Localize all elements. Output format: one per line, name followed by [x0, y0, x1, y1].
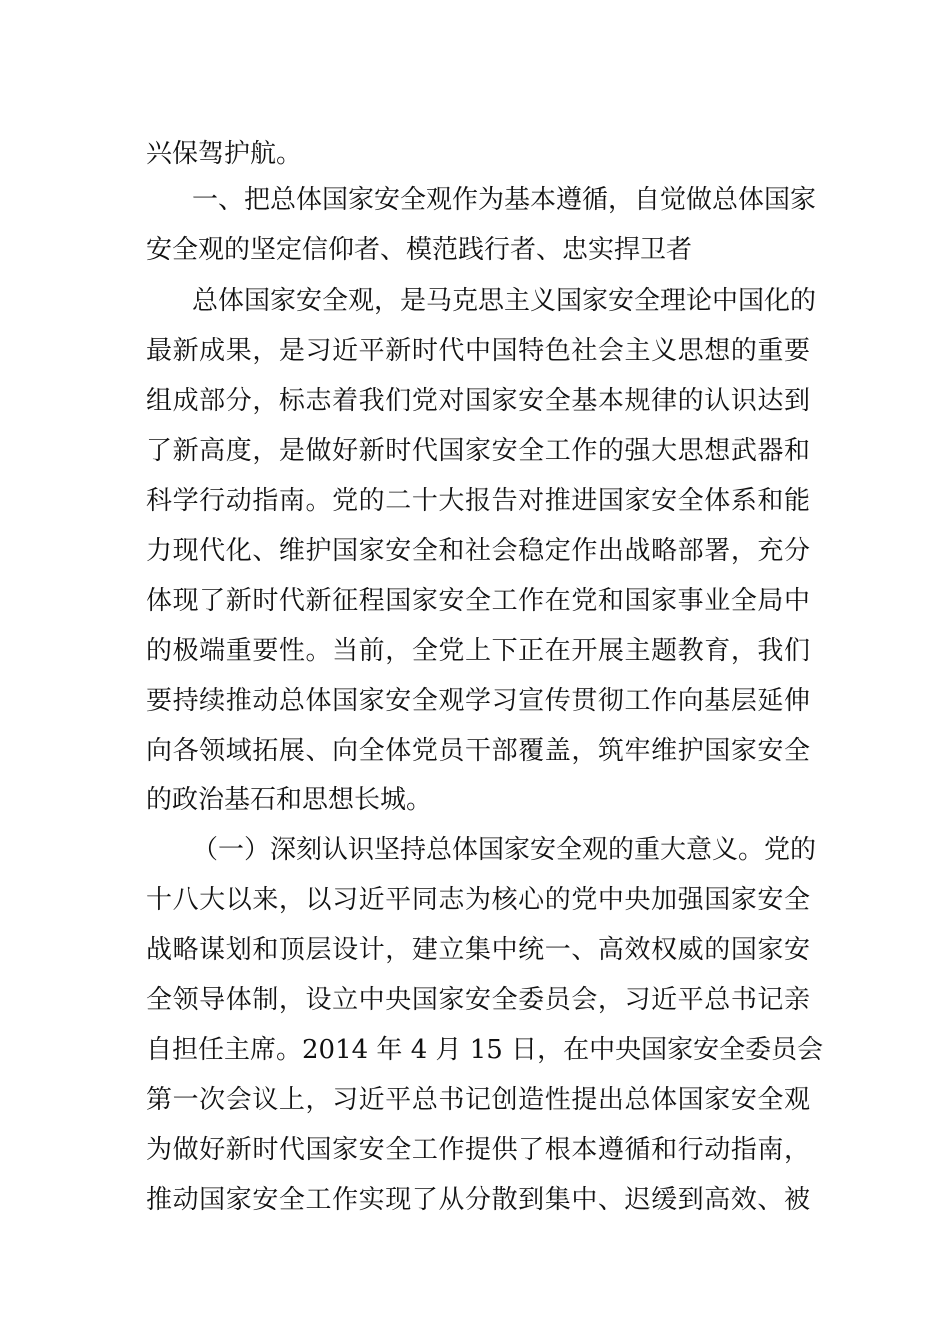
- text-line: 的政治基石和思想长城。: [146, 785, 433, 815]
- text-line: 十八大以来，以习近平同志为核心的党中央加强国家安全: [146, 885, 810, 915]
- text-line: 的极端重要性。当前，全党上下正在开展主题教育，我们: [146, 636, 810, 666]
- text-line: 向各领域拓展、向全体党员干部覆盖，筑牢维护国家安全: [146, 736, 810, 766]
- section-heading-line: 一、把总体国家安全观作为基本遵循，自觉做总体国家: [192, 185, 817, 215]
- text-line: 为做好新时代国家安全工作提供了根本遵循和行动指南，: [146, 1135, 810, 1165]
- text-line: 体现了新时代新征程国家安全工作在党和国家事业全局中: [146, 586, 810, 616]
- text-line: 力现代化、维护国家安全和社会稳定作出战略部署，充分: [146, 536, 810, 566]
- text-line: 第一次会议上，习近平总书记创造性提出总体国家安全观: [146, 1085, 810, 1115]
- text-line: 兴保驾护航。: [146, 139, 303, 169]
- text-line: 科学行动指南。党的二十大报告对推进国家安全体系和能: [146, 486, 810, 516]
- section-heading-line: 安全观的坚定信仰者、模范践行者、忠实捍卫者: [146, 235, 693, 265]
- text-line: 要持续推动总体国家安全观学习宣传贯彻工作向基层延伸: [146, 686, 810, 716]
- text-line: 战略谋划和顶层设计，建立集中统一、高效权威的国家安: [146, 935, 810, 965]
- text-line: 最新成果，是习近平新时代中国特色社会主义思想的重要: [146, 336, 810, 366]
- text-line: 全领导体制，设立中央国家安全委员会，习近平总书记亲: [146, 985, 810, 1015]
- text-line: 总体国家安全观，是马克思主义国家安全理论中国化的: [192, 286, 817, 316]
- text-line: 了新高度，是做好新时代国家安全工作的强大思想武器和: [146, 436, 810, 466]
- text-line: 自担任主席。2014 年 4 月 15 日，在中央国家安全委员会: [146, 1035, 824, 1065]
- text-line: （一）深刻认识坚持总体国家安全观的重大意义。党的: [192, 835, 817, 865]
- text-line: 推动国家安全工作实现了从分散到集中、迟缓到高效、被: [146, 1185, 810, 1215]
- text-line: 组成部分，标志着我们党对国家安全基本规律的认识达到: [146, 386, 810, 416]
